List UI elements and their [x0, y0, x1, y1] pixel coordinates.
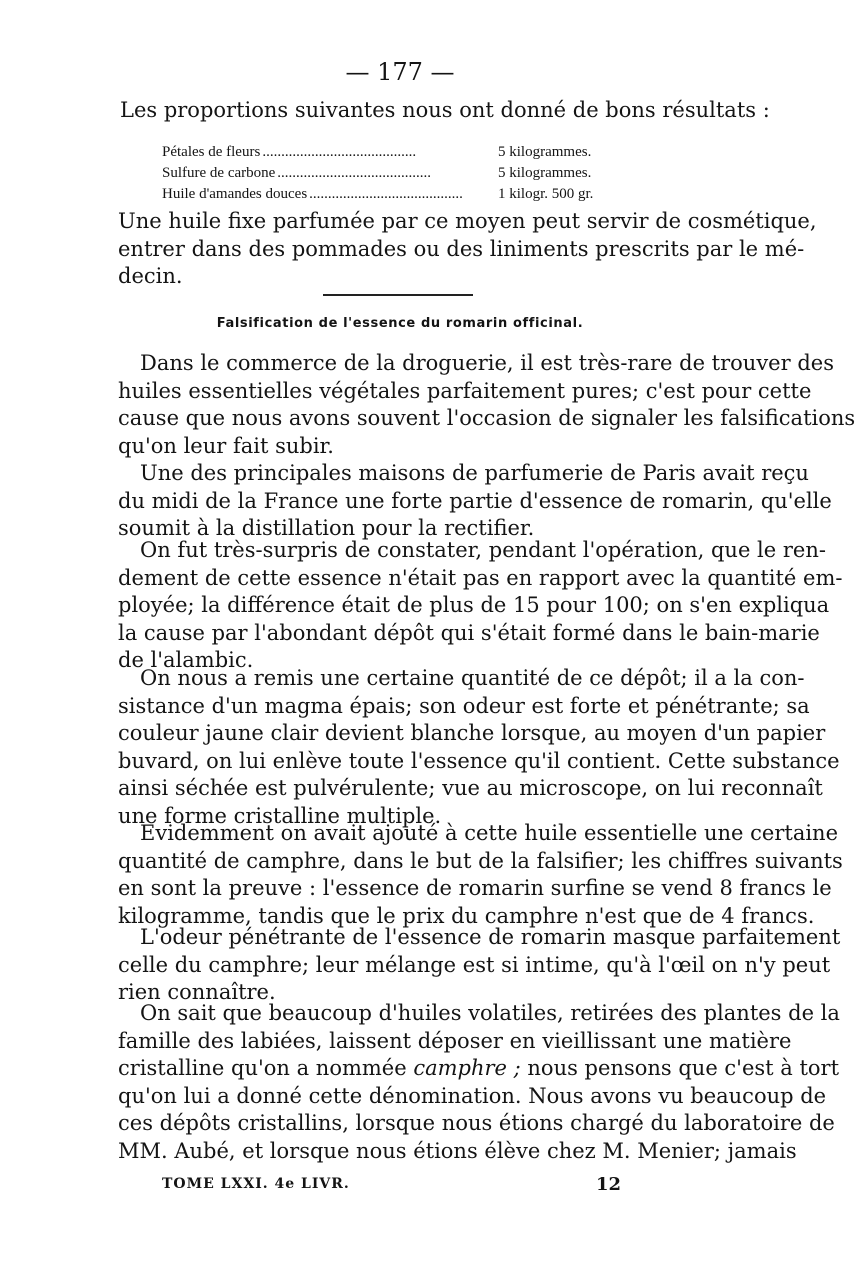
ingredient-row	[162, 142, 632, 163]
paragraph-cosmetic: Une huile fixe parfumée par ce moyen peut servir de cosmétique, entrer dans des pommades ou des liniments prescrits par le mé- decin.	[118, 209, 817, 288]
ingredient-table	[162, 142, 632, 205]
line-with-emphasis: cristalline qu'on a nommée camphre ; nous pensons que c'est à tort	[118, 1056, 840, 1080]
paragraph-rendement: On fut très-surpris de constater, pendant l'opération, que le ren- dement de cette essence n'était pas en rapport avec la quantité em- ployée; la différence était de plus de 15 pour 100; on s'en expliqua la cause par l'abondant dépôt qui s'était formé dans le bain-marie de l'alambic.	[118, 538, 843, 672]
section-divider	[323, 294, 473, 296]
emphasis-camphre: camphre ;	[413, 1056, 521, 1080]
leader-dots: .........................................	[262, 144, 417, 160]
paragraph-camphre: Evidemment on avait ajouté à cette huile essentielle une certaine quantité de camphre, dans le but de la falsifier; les chiffres suivants en sont la preuve : l'essence de romarin surfine se vend 8 francs le kilogramme, tandis que le prix du camphre n'est que de 4 francs.	[118, 821, 843, 928]
ingredient-label: Huile d'amandes douces	[162, 186, 308, 202]
paragraph-odeur: L'odeur pénétrante de l'essence de romarin masque parfaitement celle du camphre; leur mélange est si intime, qu'à l'œil on n'y peut rien connaître.	[118, 925, 841, 1004]
ingredient-value: 5 kilogrammes.	[498, 144, 592, 160]
ingredient-row	[162, 184, 632, 205]
ingredient-label: Pétales de fleurs	[162, 144, 261, 160]
leader-dots: .........................................	[277, 165, 432, 181]
ingredient-label: Sulfure de carbone	[162, 165, 276, 181]
section-heading: Falsification de l'essence du romarin officinal.	[216, 316, 584, 331]
paragraph-parfumerie: Une des principales maisons de parfumerie de Paris avait reçu du midi de la France une forte partie d'essence de romarin, qu'elle soumit à la distillation pour la rectifier.	[118, 461, 832, 540]
page-number: — 177 —	[345, 58, 455, 86]
paragraph-depot: On nous a remis une certaine quantité de ce dépôt; il a la con- sistance d'un magma épais; son odeur est forte et pénétrante; sa couleur jaune clair devient blanche lorsque, au moyen d'un papier buvard, on lui enlève toute l'essence qu'il contient. Cette substance ainsi séchée est pulvérulente; vue au microscope, on lui reconnaît une forme cristalline multiple.	[118, 666, 840, 828]
leader-dots: .........................................	[309, 186, 463, 202]
ingredient-value: 5 kilogrammes.	[498, 165, 592, 181]
ingredient-value: 1 kilogr. 500 gr.	[498, 186, 594, 202]
footer-volume: TOME LXXI. 4e LIVR.	[162, 1176, 350, 1192]
footer-sheet-number: 12	[596, 1174, 622, 1195]
paragraph-labiees: On sait que beaucoup d'huiles volatiles, retirées des plantes de la famille des labiées, laissent déposer en vieillissant une matière cristalline qu'on a nommée camphre ; nous pensons que c'est à tort qu'on lui a donné cette dénomination. Nous avons vu beaucoup de ces dépôts cristallins, lorsque nous étions chargé du laboratoire de MM. Aubé, et lorsque nous étions élève chez M. Menier; jamais	[118, 1001, 840, 1163]
paragraph-droguerie: Dans le commerce de la droguerie, il est très-rare de trouver des huiles essentielles végétales parfaitement pures; c'est pour cette cause que nous avons souvent l'occasion de signaler les falsifications qu'on leur fait subir.	[118, 351, 855, 458]
intro-sentence: Les proportions suivantes nous ont donné de bons résultats :	[120, 98, 770, 122]
ingredient-row	[162, 163, 632, 184]
